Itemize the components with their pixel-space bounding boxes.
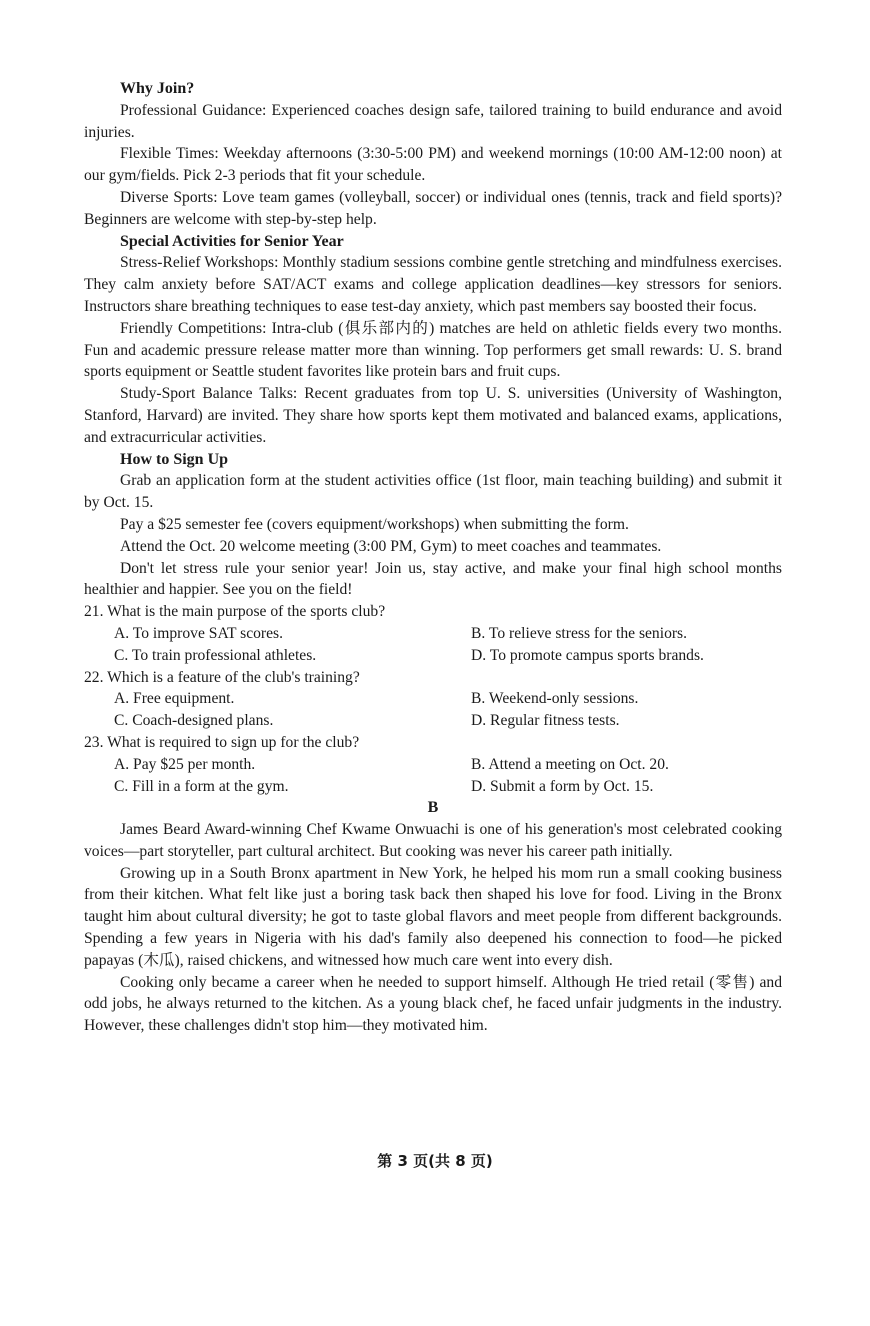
option-d: D. Regular fitness tests. — [471, 712, 620, 730]
friendly-competitions-paragraph: Friendly Competitions: Intra-club (俱乐部内的) matches are held on athletic fields every two months. Fun and academic pressure release matter more than winning. Top performers get small rewards: U. S. brand sports equipment or Seattle student favorites like protein bars and fruit cups. — [84, 319, 782, 381]
why-join-heading: Why Join? — [120, 80, 195, 97]
option-c: C. Coach-designed plans. — [114, 712, 274, 730]
answer-options — [84, 754, 782, 798]
option-b: B. Weekend-only sessions. — [471, 690, 639, 708]
passage-b-paragraph-1: James Beard Award-winning Chef Kwame Onwuachi is one of his generation's most celebrated cooking voices—part storyteller, part cultural architect. But cooking was never his career path initially. — [84, 821, 782, 860]
option-b: B. To relieve stress for the seniors. — [471, 624, 688, 642]
option-a: A. Free equipment. — [114, 690, 235, 708]
question-stem: 22. Which is a feature of the club's training? — [84, 668, 360, 686]
page-content — [84, 78, 782, 1037]
section-b-label: B — [427, 799, 439, 817]
closing-paragraph: Don't let stress rule your senior year! Join us, stay active, and make your final high school months healthier and happier. See you on the field! — [84, 559, 782, 599]
sign-up-heading: How to Sign Up — [120, 450, 229, 468]
option-d: D. Submit a form by Oct. 15. — [471, 777, 654, 795]
sign-up-step-2: Pay a $25 semester fee (covers equipment/workshops) when submitting the form. — [120, 515, 629, 533]
page-number-footer: 第 3 页(共 8 页) — [377, 1152, 493, 1170]
stress-relief-paragraph: Stress-Relief Workshops: Monthly stadium sessions combine gentle stretching and mindfulness exercises. They calm anxiety before SAT/ACT exams and college application deadlines—key stressors for seniors. Instructors share breathing techniques to ease test-day anxiety, which past members say boosted their focus. — [84, 254, 782, 315]
question-22 — [84, 667, 782, 732]
option-b: B. Attend a meeting on Oct. 20. — [471, 755, 669, 773]
option-a: A. Pay $25 per month. — [114, 755, 256, 773]
question-21 — [84, 601, 782, 666]
answer-options — [84, 688, 782, 732]
diverse-sports-paragraph: Diverse Sports: Love team games (volleyball, soccer) or individual ones (tennis, track and field sports)? Beginners are welcome with step-by-step help. — [84, 188, 782, 228]
answer-options — [84, 623, 782, 667]
option-a: A. To improve SAT scores. — [114, 624, 283, 642]
balance-talks-paragraph: Study-Sport Balance Talks: Recent graduates from top U. S. universities (University of Washington, Stanford, Harvard) are invited. They share how sports kept them motivated and balanced exams, applications, and extracurricular activities. — [84, 385, 782, 446]
option-c: C. Fill in a form at the gym. — [114, 777, 289, 795]
question-23 — [84, 732, 782, 797]
question-stem: 23. What is required to sign up for the club? — [84, 733, 360, 751]
option-c: C. To train professional athletes. — [114, 646, 317, 664]
sign-up-step-1: Grab an application form at the student activities office (1st floor, main teaching building) and submit it by Oct. 15. — [84, 472, 782, 512]
sign-up-step-3: Attend the Oct. 20 welcome meeting (3:00 PM, Gym) to meet coaches and teammates. — [120, 537, 662, 555]
option-d: D. To promote campus sports brands. — [471, 646, 704, 664]
passage-b-paragraph-2: Growing up in a South Bronx apartment in New York, he helped his mom run a small cooking business from their kitchen. What felt like just a boring task back then shaped his love for food. Living in the Bronx taught him about cultural diversity; he got to taste global flavors and meet people from different backgrounds. Spending a few years in Nigeria with his dad's family also deepened his connection to food—he picked papayas (木瓜), raised chickens, and witnessed how much care went into every dish. — [84, 864, 782, 969]
guidance-paragraph: Professional Guidance: Experienced coaches design safe, tailored training to build endurance and avoid injuries. — [84, 101, 782, 141]
special-activities-heading: Special Activities for Senior Year — [120, 232, 344, 250]
passage-b-paragraph-3: Cooking only became a career when he needed to support himself. Although He tried retail (零售) and odd jobs, he always returned to the kitchen. As a young black chef, he faced unfair judgments in the industry. However, these challenges didn't stop him—they motivated him. — [84, 973, 782, 1035]
question-stem: 21. What is the main purpose of the sports club? — [84, 603, 386, 621]
flexible-times-paragraph: Flexible Times: Weekday afternoons (3:30-5:00 PM) and weekend mornings (10:00 AM-12:00 noon) at our gym/fields. Pick 2-3 periods that fit your schedule. — [84, 145, 782, 185]
